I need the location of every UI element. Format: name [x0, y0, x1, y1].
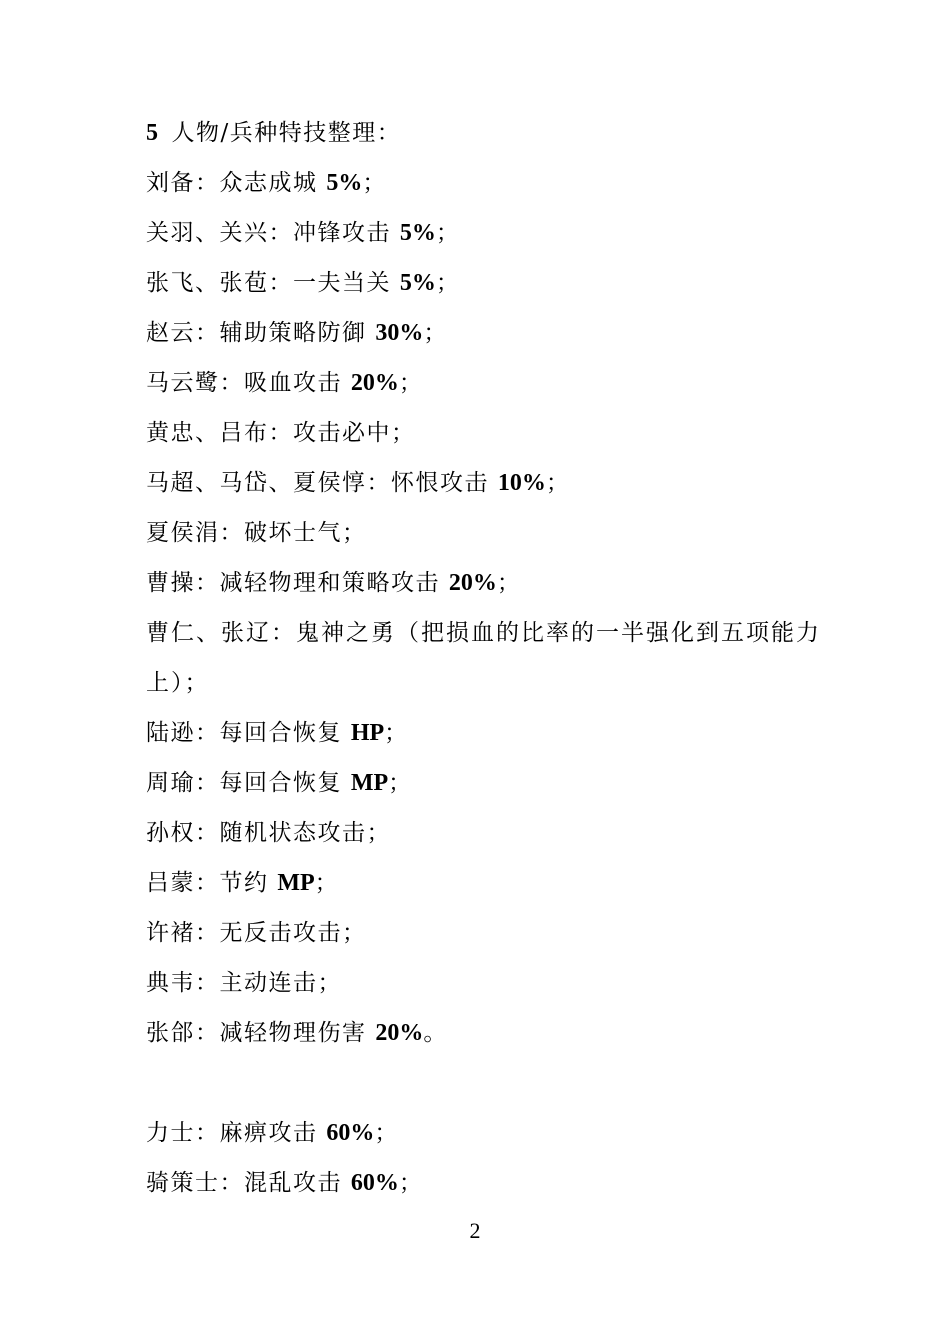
character-skill-entry [146, 258, 826, 308]
entry-value: MP [350, 770, 389, 796]
entry-punctuation: ； [342, 920, 367, 946]
entry-text: 骑策士：混乱攻击 [146, 1170, 351, 1196]
entry-punctuation: ； [342, 520, 367, 546]
character-skill-entry [146, 358, 826, 408]
character-skill-list [146, 158, 826, 1058]
entry-punctuation: ； [423, 320, 448, 346]
entry-text: 力士：麻痹攻击 [146, 1120, 327, 1146]
entry-text: 马云鹭：吸血攻击 [146, 370, 351, 396]
page-number: 2 [469, 1218, 481, 1243]
entry-text: 黄忠、吕布：攻击必中 [146, 420, 391, 446]
entry-text: 曹操：减轻物理和策略攻击 [146, 570, 449, 596]
page-content [146, 108, 826, 1208]
character-skill-entry [146, 958, 826, 1008]
entry-value: 30% [375, 320, 424, 346]
entry-punctuation: ； [314, 870, 340, 896]
entry-value: 5% [399, 270, 436, 296]
entry-punctuation: ； [398, 370, 424, 396]
character-skill-entry [146, 408, 826, 458]
character-skill-entry [146, 808, 826, 858]
entry-punctuation: ； [362, 170, 387, 196]
unit-skill-entry [146, 1108, 826, 1158]
blank-line [146, 1058, 826, 1108]
entry-punctuation: ； [384, 720, 409, 746]
entry-value: HP [350, 720, 385, 746]
entry-punctuation: ； [317, 970, 342, 996]
character-skill-entry [146, 308, 826, 358]
character-skill-entry [146, 458, 826, 508]
section-number: 5 [146, 120, 160, 146]
entry-text: 吕蒙：节约 [146, 870, 278, 896]
entry-text: 许褚：无反击攻击 [146, 920, 342, 946]
entry-text: 张飞、张苞：一夫当关 [146, 270, 400, 296]
entry-value: 20% [350, 370, 399, 396]
entry-text: 夏侯涓：破坏士气 [146, 520, 342, 546]
character-skill-entry [146, 758, 826, 808]
character-skill-entry [146, 708, 826, 758]
entry-punctuation: ； [391, 420, 416, 446]
entry-text: 关羽、关兴：冲锋攻击 [146, 220, 400, 246]
entry-text: 张郃：减轻物理伤害 [146, 1020, 376, 1046]
character-skill-entry [146, 158, 826, 208]
character-skill-entry [146, 1008, 826, 1058]
entry-value: 60% [326, 1120, 375, 1146]
section-heading [146, 108, 826, 158]
entry-text: 孙权：随机状态攻击 [146, 820, 367, 846]
entry-punctuation: ； [388, 770, 413, 796]
character-skill-entry [146, 858, 826, 908]
section-title: 人物/兵种特技整理： [171, 120, 402, 146]
entry-value: 20% [448, 570, 497, 596]
entry-punctuation: ； [496, 570, 522, 596]
entry-value: MP [277, 870, 315, 896]
character-skill-entry [146, 908, 826, 958]
entry-text: 曹仁、张辽：鬼神之勇（把损血的比率的一半强化到五项能力上） [146, 620, 821, 696]
entry-text: 陆逊：每回合恢复 [146, 720, 351, 746]
entry-value: 60% [350, 1170, 399, 1196]
entry-punctuation: 。 [423, 1020, 448, 1046]
entry-punctuation: ； [184, 670, 210, 696]
entry-value: 5% [326, 170, 363, 196]
character-skill-entry [146, 508, 826, 558]
character-skill-entry [146, 208, 826, 258]
entry-punctuation: ； [435, 220, 461, 246]
entry-text: 周瑜：每回合恢复 [146, 770, 351, 796]
entry-value: 5% [399, 220, 436, 246]
unit-skill-entry [146, 1158, 826, 1208]
entry-text: 典韦：主动连击 [146, 970, 318, 996]
entry-text: 刘备：众志成城 [146, 170, 327, 196]
entry-punctuation: ； [398, 1170, 424, 1196]
entry-punctuation: ； [374, 1120, 399, 1146]
entry-text: 赵云：辅助策略防御 [146, 320, 376, 346]
entry-value: 10% [497, 470, 546, 496]
entry-punctuation: ； [366, 820, 391, 846]
entry-punctuation: ； [435, 270, 461, 296]
unit-skill-list [146, 1108, 826, 1208]
character-skill-entry [146, 558, 826, 608]
character-skill-entry [146, 608, 826, 708]
entry-punctuation: ； [545, 470, 571, 496]
entry-value: 20% [375, 1020, 424, 1046]
entry-text: 马超、马岱、夏侯惇：怀恨攻击 [146, 470, 498, 496]
